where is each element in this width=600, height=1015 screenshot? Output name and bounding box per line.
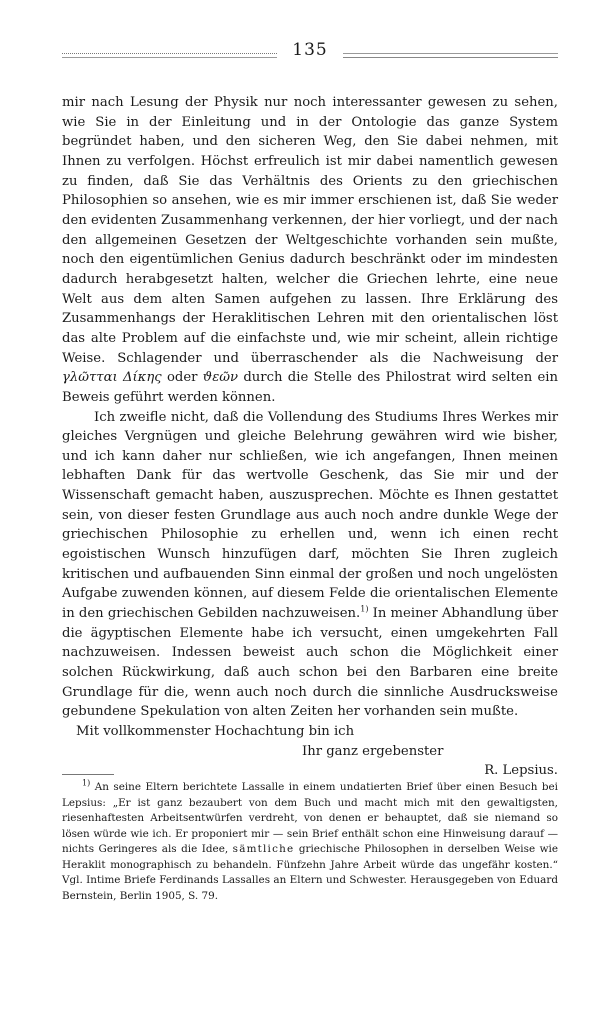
- paragraph-2-text-b: In meiner Abhandlung über die ägyptischen Elemente habe ich versucht, einen umgekehrten Fall nachzuweisen. Indessen beweist auch schon die Möglichkeit einer solchen Rückwirkung, daß auch schon bei den Barbaren eine breite Grundlage für die, wenn auch noch durch die sinnliche Ausdrucksweise gebundene Spekulation von alten Zeiten her vorhanden sein mußte.: [62, 606, 558, 720]
- greek-phrase-glottai-dikes: γλῶτται Δίκης: [62, 370, 162, 386]
- letter-body: [62, 93, 558, 781]
- paragraph-1-text-b: oder: [161, 370, 203, 386]
- page-number: 135: [292, 40, 328, 60]
- footnote-marker: 1): [82, 778, 91, 788]
- footnote-text-a: An seine Eltern berichtete Lassalle in einem undatierten Brief über einen Besuch bei Lepsius: „Er ist ganz bezaubert von dem Buch und macht mich mit den gewaltigsten, riesenhaftesten Arbeitsentwürfen verdreht, von denen er behauptet, daß sie niemand so lösen würde wie ich. Er proponiert mir — sein Brief enthält schon eine Hinweisung darauf — nichts Geringeres als die Idee,: [62, 781, 558, 855]
- footnote: [62, 780, 558, 904]
- footnote-emphasis: sämtliche: [232, 843, 295, 855]
- paragraph-1-text-c: durch die Stelle des Philostrat wird selten ein Beweis geführt werden können.: [62, 370, 559, 405]
- header-rule-right: [343, 53, 558, 58]
- paragraph-1-text-a: mir nach Lesung der Physik nur noch interessanter gewesen zu sehen, wie Sie in der Einleitung und in der Ontologie das ganze System begründet haben, und den sicheren Weg, den Sie dabei nehmen, mit Ihnen zu verfolgen. Höchst erfreulich ist mir dabei namentlich gewesen zu finden, daß Sie das Verhältnis des Orients zu den griechischen Philosophien so ansehen, wie es mir immer erschienen ist, daß Sie weder den evidenten Zusammenhang verkennen, der hier vorliegt, und der nach den allgemeinen Gesetzen der Weltgeschichte vorhanden sein mußte, noch den eigentümlichen Genius dadurch beschränkt oder im mindesten dadurch herabgesetzt halten, welcher die Griechen lehrte, eine neue Welt aus dem alten Samen aufgehen zu lassen. Ihre Erklärung des Zusammenhangs der Heraklitischen Lehren mit den orientalischen löst das alte Problem auf die einfachste und, wie mir scheint, allein richtige Weise. Schlagender und überraschender als die Nachweisung der: [62, 95, 558, 366]
- greek-word-theon: ϑεῶν: [202, 370, 239, 386]
- running-header: [62, 40, 558, 64]
- footnote-reference[interactable]: 1): [360, 604, 369, 614]
- signature: R. Lepsius.: [484, 763, 558, 779]
- footnote-text-b: griechische Philosophen in derselben Weise wie Heraklit monographisch zu behandeln. Fünfzehn Jahre Arbeit würde das ungefähr kosten.“ Vgl. Intime Briefe Ferdinands Lassalles an Eltern und Schwester. Herausgegeben von Eduard Bernstein, Berlin 1905, S. 79.: [62, 843, 558, 902]
- closing-line: Mit vollkommenster Hochachtung bin ich: [76, 724, 355, 739]
- paragraph-2-text-a: Ich zweifle nicht, daß die Vollendung des Studiums Ihres Werkes mir gleiches Vergnügen und gleiche Belehrung gewähren wird wie bisher, und ich kann daher nur schließen, wie ich angefangen, Ihnen meinen lebhaften Dank für das wertvolle Geschenk, das Sie mir und der Wissenschaft gemacht haben, auszusprechen. Möchte es Ihnen gestattet sein, von dieser festen Grundlage aus auch noch andre dunkle Wege der griechischen Philosophie zu erhellen und, wenn ich einen recht egoistischen Wunsch hinzufügen darf, möchten Sie Ihren zugleich kritischen und aufbauenden Sinn einmal der großen und noch ungelösten Aufgabe zuwenden können, auf diesem Felde die orientalischen Elemente in den griechischen Gebilden nachzuweisen.: [62, 409, 558, 622]
- paragraph-2: [62, 408, 558, 723]
- footnote-divider: [62, 774, 114, 775]
- footnote-text: [62, 780, 558, 904]
- paragraph-1: [62, 93, 558, 408]
- closing-salutation: Ihr ganz ergebenster: [302, 743, 444, 759]
